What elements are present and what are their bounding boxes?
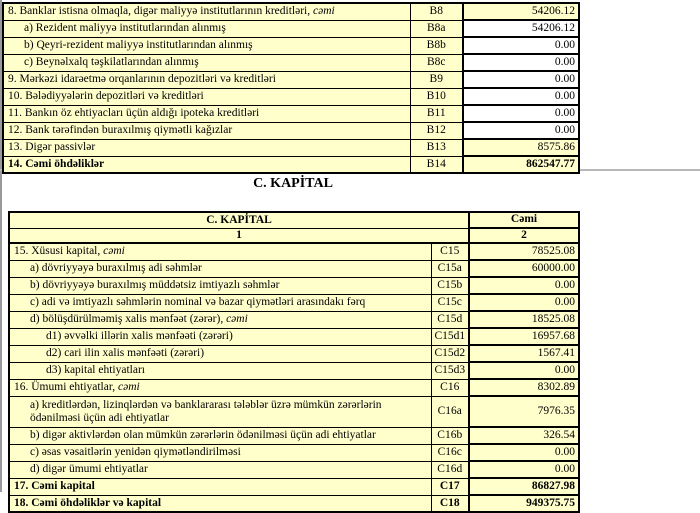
table-row bbox=[3, 105, 579, 122]
table-title-cell: C. KAPİTAL bbox=[9, 212, 469, 228]
row-label-cell: d2) cari ilin xalis mənfəəti (zərəri) bbox=[9, 345, 431, 362]
row-code-cell: C18 bbox=[431, 495, 469, 512]
table-row bbox=[9, 328, 579, 345]
row-code-cell: C15c bbox=[431, 294, 469, 311]
table-row bbox=[9, 427, 579, 444]
column-number-cell: 2 bbox=[469, 228, 579, 243]
table-row bbox=[9, 277, 579, 294]
table-header-row bbox=[9, 212, 579, 228]
table-row bbox=[3, 37, 579, 54]
table-row bbox=[9, 379, 579, 396]
table-row bbox=[9, 461, 579, 478]
row-value-cell: 18525.08 bbox=[469, 311, 579, 328]
row-label-cell: a) Rezident maliyyə institutlarından alınmış bbox=[3, 20, 410, 37]
row-code-cell: C16d bbox=[431, 461, 469, 478]
row-value-input-cell[interactable]: 0.00 bbox=[463, 122, 579, 139]
column-number-row bbox=[9, 228, 579, 243]
row-label-cell: c) Beynəlxalq təşkilatlarından alınmış bbox=[3, 54, 410, 71]
row-label-cell: a) dövriyyəyə buraxılmış adi səhmlər bbox=[9, 260, 431, 277]
row-value-cell: 326.54 bbox=[469, 427, 579, 444]
row-code-cell: B9 bbox=[410, 71, 463, 88]
capital-table bbox=[8, 211, 580, 513]
row-label-cell: c) əsas vəsaitlərin yenidən qiymətləndirilməsi bbox=[9, 444, 431, 461]
table-row bbox=[9, 345, 579, 362]
row-value-cell: 16957.68 bbox=[469, 328, 579, 345]
row-label-cell: 18. Cəmi öhdəliklər və kapital bbox=[9, 495, 431, 512]
row-label-cell: d) digər ümumi ehtiyatlar bbox=[9, 461, 431, 478]
row-value-cell: 78525.08 bbox=[469, 243, 579, 260]
table-row bbox=[3, 71, 579, 88]
row-code-cell: C15d1 bbox=[431, 328, 469, 345]
row-value-input-cell[interactable]: 0.00 bbox=[463, 71, 579, 88]
row-code-cell: B14 bbox=[410, 156, 463, 173]
table-row bbox=[9, 444, 579, 461]
row-value-cell: 8575.86 bbox=[463, 139, 579, 156]
table-row bbox=[9, 311, 579, 328]
row-value-cell: 862547.77 bbox=[463, 156, 579, 173]
row-label-cell: 12. Bank tərəfindən buraxılmış qiymətli kağızlar bbox=[3, 122, 410, 139]
row-value-cell: 7976.35 bbox=[469, 396, 579, 427]
row-value-cell: 0.00 bbox=[469, 294, 579, 311]
row-label-cell: a) kreditlərdən, lizinqlərdən və banklararası tələblər üzrə mümkün zərərlərin ödənilməsi üçün adi ehtiyatlar bbox=[9, 396, 431, 427]
row-code-cell: C15d bbox=[431, 311, 469, 328]
row-value-input-cell[interactable]: 0.00 bbox=[463, 54, 579, 71]
liabilities-table bbox=[2, 2, 580, 174]
row-label-cell: d1) əvvəlki illərin xalis mənfəəti (zərəri) bbox=[9, 328, 431, 345]
row-value-cell: 60000.00 bbox=[469, 260, 579, 277]
table-row bbox=[3, 88, 579, 105]
table-row bbox=[9, 294, 579, 311]
row-label-cell: 17. Cəmi kapital bbox=[9, 478, 431, 495]
row-code-cell: B10 bbox=[410, 88, 463, 105]
table-row bbox=[3, 20, 579, 37]
row-value-cell: 0.00 bbox=[469, 461, 579, 478]
table-row bbox=[3, 139, 579, 156]
table-row bbox=[9, 396, 579, 427]
row-label-cell: 16. Ümumi ehtiyatlar, cəmi bbox=[9, 379, 431, 396]
row-code-cell: B11 bbox=[410, 105, 463, 122]
row-value-cell: 949375.75 bbox=[469, 495, 579, 512]
row-code-cell: C16 bbox=[431, 379, 469, 396]
row-code-cell: C17 bbox=[431, 478, 469, 495]
section-title: C. KAPİTAL bbox=[253, 176, 333, 191]
table-row bbox=[3, 122, 579, 139]
table-row-total bbox=[9, 495, 579, 512]
table-row-total bbox=[3, 156, 579, 173]
table-row bbox=[9, 260, 579, 277]
row-code-cell: B8c bbox=[410, 54, 463, 71]
row-value-cell: 54206.12 bbox=[463, 3, 579, 20]
row-value-input-cell[interactable]: 0.00 bbox=[463, 37, 579, 54]
amount-column-header: Cəmi bbox=[469, 212, 579, 228]
row-code-cell: C16b bbox=[431, 427, 469, 444]
row-code-cell: C16c bbox=[431, 444, 469, 461]
row-value-cell: 86827.98 bbox=[469, 478, 579, 495]
column-number-cell: 1 bbox=[9, 228, 469, 243]
row-value-cell: 0.00 bbox=[469, 362, 579, 379]
row-code-cell: C16a bbox=[431, 396, 469, 427]
row-label-cell: c) adi və imtiyazlı səhmlərin nominal və bazar qiymətləri arasındakı fərq bbox=[9, 294, 431, 311]
table-row bbox=[3, 54, 579, 71]
row-code-cell: C15 bbox=[431, 243, 469, 260]
row-label-cell: d3) kapital ehtiyatları bbox=[9, 362, 431, 379]
row-label-cell: 14. Cəmi öhdəliklər bbox=[3, 156, 410, 173]
row-label-cell: d) bölüşdürülməmiş xalis mənfəət (zərər), cəmi bbox=[9, 311, 431, 328]
table-row bbox=[9, 243, 579, 260]
row-value-cell: 0.00 bbox=[469, 444, 579, 461]
row-code-cell: C15a bbox=[431, 260, 469, 277]
row-label-cell: b) Qeyri-rezident maliyyə institutlarından alınmış bbox=[3, 37, 410, 54]
row-label-cell: 11. Bankın öz ehtiyacları üçün aldığı ipoteka kreditləri bbox=[3, 105, 410, 122]
row-code-cell: B12 bbox=[410, 122, 463, 139]
row-value-cell: 1567.41 bbox=[469, 345, 579, 362]
row-code-cell: B8a bbox=[410, 20, 463, 37]
row-label-cell: 15. Xüsusi kapital, cəmi bbox=[9, 243, 431, 260]
row-label-cell: b) dövriyyəyə buraxılmış müddətsiz imtiyazlı səhmlər bbox=[9, 277, 431, 294]
row-label-cell: 10. Bələdiyyələrin depozitləri və kreditləri bbox=[3, 88, 410, 105]
row-code-cell: B8 bbox=[410, 3, 463, 20]
row-label-cell: 13. Digər passivlər bbox=[3, 139, 410, 156]
row-code-cell: C15d3 bbox=[431, 362, 469, 379]
row-code-cell: B13 bbox=[410, 139, 463, 156]
row-label-cell: 8. Banklar istisna olmaqla, digər maliyyə institutlarının kreditləri, cəmi bbox=[3, 3, 410, 20]
row-label-cell: b) digər aktivlərdən olan mümkün zərərlərin ödənilməsi üçün adi ehtiyatlar bbox=[9, 427, 431, 444]
row-label-cell: 9. Mərkəzi idarəetmə orqanlarının depozitləri və kreditləri bbox=[3, 71, 410, 88]
row-value-input-cell[interactable]: 0.00 bbox=[463, 88, 579, 105]
row-value-cell: 0.00 bbox=[469, 277, 579, 294]
row-code-cell: C15d2 bbox=[431, 345, 469, 362]
row-code-cell: C15b bbox=[431, 277, 469, 294]
table-row bbox=[3, 3, 579, 20]
table-row-total bbox=[9, 478, 579, 495]
row-value-input-cell[interactable]: 54206.12 bbox=[463, 20, 579, 37]
row-code-cell: B8b bbox=[410, 37, 463, 54]
table-row bbox=[9, 362, 579, 379]
row-value-input-cell[interactable]: 0.00 bbox=[463, 105, 579, 122]
row-value-cell: 8302.89 bbox=[469, 379, 579, 396]
